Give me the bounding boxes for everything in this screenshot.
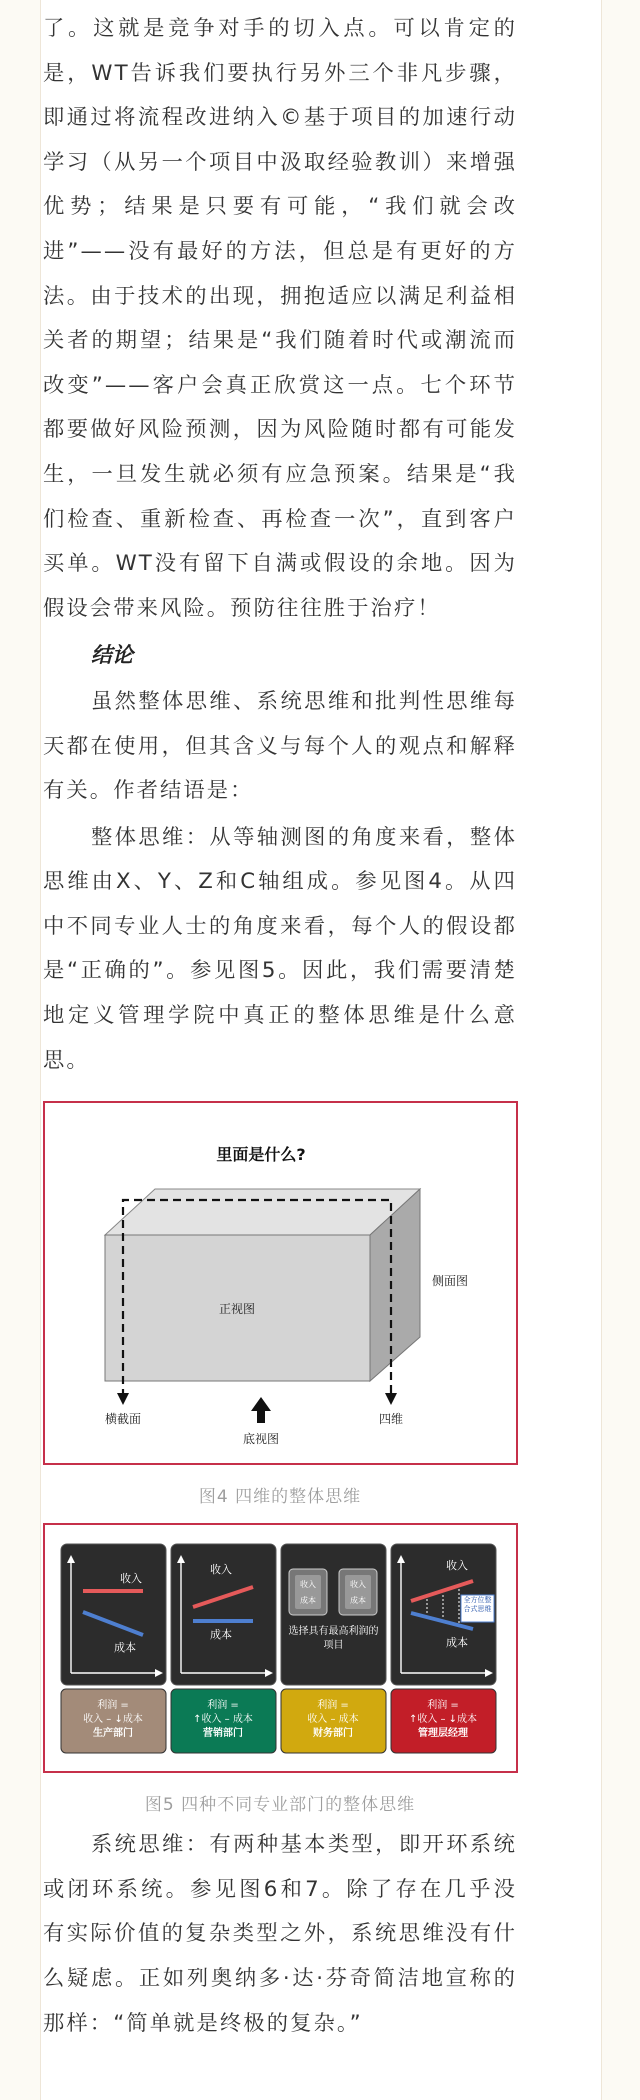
article-content xyxy=(43,0,517,2046)
department-box-production xyxy=(61,1689,166,1753)
paragraph-holistic: 整体思维：从等轴测图的角度来看，整体思维由X、Y、Z和C轴组成。参见图4。从四中不同专业人士的角度来看，每个人的假设都是“正确的”。参见图5。因此，我们需要清楚地定义管理学院中真正的整体思维是什么意思。 xyxy=(43,824,517,1073)
figure-5-caption: 图5 四种不同专业部门的整体思维 xyxy=(144,1795,416,1816)
front-view-label: 正视图 xyxy=(218,1302,256,1317)
figure-5-panel-production xyxy=(61,1544,166,1685)
department-box-management xyxy=(391,1689,496,1753)
svg-text:财务部门: 财务部门 xyxy=(313,1728,353,1740)
svg-text:利润 =: 利润 = xyxy=(97,1700,129,1712)
bottom-view-arrow xyxy=(251,1397,271,1423)
figure-4-drawing xyxy=(45,1103,516,1463)
svg-text:管理层经理: 管理层经理 xyxy=(418,1728,468,1740)
cost-label: 成本 xyxy=(300,1596,316,1606)
figure-5-panel-marketing xyxy=(171,1544,276,1685)
integrated-label: 全方位整合式思维 xyxy=(463,1596,492,1614)
figure-5-panel-management xyxy=(391,1544,496,1685)
fourd-arrow xyxy=(385,1393,397,1405)
revenue-label: 收入 xyxy=(350,1580,366,1590)
cost-label: 成本 xyxy=(114,1641,136,1655)
cross-section-arrow xyxy=(117,1393,129,1405)
svg-text:利润 =: 利润 = xyxy=(207,1700,239,1712)
revenue-label: 收入 xyxy=(300,1580,316,1590)
svg-text:收入 – ↓成本: 收入 – ↓成本 xyxy=(83,1714,143,1726)
box-top-face xyxy=(105,1189,420,1235)
side-view-label: 侧面图 xyxy=(431,1274,469,1289)
figure-4-caption: 图4 四维的整体思维 xyxy=(198,1487,362,1508)
svg-text:↑收入 – ↓成本: ↑收入 – ↓成本 xyxy=(408,1714,478,1726)
cost-label: 成本 xyxy=(210,1628,232,1642)
figure-5-panel-finance xyxy=(281,1544,386,1685)
svg-text:营销部门: 营销部门 xyxy=(203,1728,243,1740)
cross-section-label: 横截面 xyxy=(104,1412,142,1427)
svg-text:利润 =: 利润 = xyxy=(427,1700,459,1712)
section-heading-conclusion: 结论 xyxy=(91,643,133,668)
figure-4 xyxy=(43,1101,518,1465)
svg-text:收入 – 成本: 收入 – 成本 xyxy=(307,1714,359,1726)
department-box-marketing xyxy=(171,1689,276,1753)
projects-label: 选择具有最高利润的项目 xyxy=(288,1626,379,1652)
department-box-finance xyxy=(281,1689,386,1753)
svg-text:利润 =: 利润 = xyxy=(317,1700,349,1712)
revenue-label: 收入 xyxy=(446,1559,468,1573)
figure-5 xyxy=(43,1523,518,1773)
figure-5-drawing xyxy=(45,1525,516,1771)
figure-4-title: 里面是什么? xyxy=(216,1145,306,1165)
paragraph-risk: 了。这就是竞争对手的切入点。可以肯定的是，WT告诉我们要执行另外三个非凡步骤，即通过将流程改进纳入©基于项目的加速行动学习（从另一个项目中汲取经验教训）来增强优势；结果是只要有可能，“我们就会改进”——没有最好的方法，但总是有更好的方法。由于技术的出现，拥抱适应以满足利益相关者的期望；结果是“我们随着时代或潮流而改变”——客户会真正欣赏这一点。七个环节都要做好风险预测，因为风险随时都有可能发生，一旦发生就必须有应急预案。结果是“我们检查、重新检查、再检查一次”，直到客户买单。WT没有留下自满或假设的余地。因为假设会带来风险。预防往往胜于治疗！ xyxy=(43,16,517,621)
fourd-label: 四维 xyxy=(378,1412,404,1427)
cost-label: 成本 xyxy=(446,1636,468,1650)
revenue-label: 收入 xyxy=(120,1572,142,1586)
cost-label: 成本 xyxy=(350,1596,366,1606)
paragraph-system: 系统思维：有两种基本类型，即开环系统或闭环系统。参见图6和7。除了存在几乎没有实际价值的复杂类型之外，系统思维没有什么疑虑。正如列奥纳多·达·芬奇简洁地宣称的那样：“简单就是终极的复杂。” xyxy=(43,1832,517,2036)
bottom-view-label: 底视图 xyxy=(242,1432,280,1447)
revenue-label: 收入 xyxy=(210,1563,232,1577)
paragraph-conclusion: 虽然整体思维、系统思维和批判性思维每天都在使用，但其含义与每个人的观点和解释有关。作者结语是： xyxy=(43,688,517,804)
svg-text:↑收入 – 成本: ↑收入 – 成本 xyxy=(193,1714,253,1726)
svg-text:生产部门: 生产部门 xyxy=(93,1728,133,1740)
